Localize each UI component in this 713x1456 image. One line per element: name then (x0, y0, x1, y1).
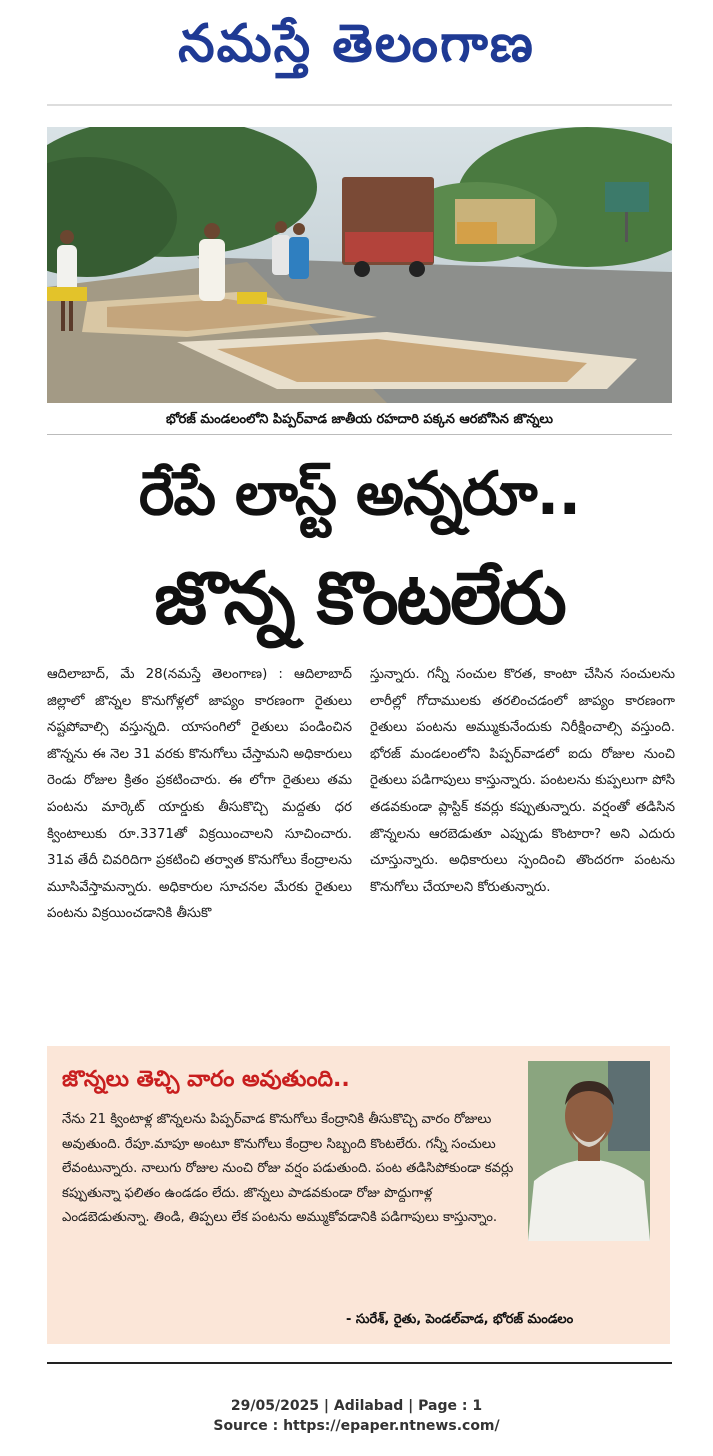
farmer-portrait (528, 1061, 650, 1241)
quote-text: నేను 21 క్వింటాళ్ల జొన్నలను పిప్పర్‌వాడ కొనుగోలు కేంద్రానికి తీసుకొచ్చి వారం రోజులు అవుతుంది. రేపూ.మాపూ అంటూ కొనుగోలు కేంద్రాల సిబ్బంది కొంటలేరు. గన్నీ సంచులు లేవంటున్నారు. నాలుగు రోజుల నుంచి రోజు వర్షం పడుతుంది. పంట తడిసిపోకుండా కవర్లు కప్పుతున్నా ఫలితం ఉండడం లేదు. జొన్నలు పాడవకుండా రోజు పొద్దుగాళ్ల ఎండబెడుతున్నా. తిండి, తిప్పలు లేక పంటను అమ్ముకోవడానికి పడిగాపులు కాస్తున్నాం. (62, 1112, 514, 1226)
article-left-text: ఆదిలాబాద్, మే 28(నమస్తే తెలంగాణ) : ఆదిలాబాద్ జిల్లాలో జొన్నల కొనుగోళ్లలో జాప్యం కారణంగా రైతులు నష్టపోవాల్సి వస్తున్నది. యాసంగిలో రైతులు పండించిన జొన్నను ఈ నెల 31 వరకు కొనుగోలు చేస్తామని అధికారులు రెండు రోజుల క్రితం ప్రకటించారు. ఈ లోగా రైతులు తమ పంటను మార్కెట్ యార్డుకు తీసుకొచ్చి మద్దతు ధర క్వింటాలుకు రూ.3371తో విక్రయించాలని సూచించారు. 31వ తేదీ చివరిదిగా ప్రకటించి తర్వాత కొనుగోలు కేంద్రాలను మూసివేస్తామన్నారు. అధికారుల సూచనల మేరకు రైతులు పంటను విక్రయించడానికి తీసుకొ (47, 667, 352, 922)
quote-box-text (62, 1108, 522, 1231)
masthead-rule (47, 104, 672, 106)
quote-signature: - సురేశ్, రైతు, పెండల్‌వాడ, భోరజ్ మండలం (346, 1312, 574, 1327)
headline-line-1: రేపే లాస్ట్ అన్నరూ.. (138, 459, 581, 529)
footer-date-edition: 29/05/2025 | Adilabad | Page : 1 (230, 1398, 483, 1414)
headline-line-2: జొన్న కొంటలేరు (154, 556, 565, 640)
bottom-rule (47, 1362, 672, 1364)
article-right-text: స్తున్నారు. గన్నీ సంచుల కొరత, కాంటా చేసిన సంచులను లారీల్లో గోదాములకు తరలించడంలో జాప్యం కారణంగా రైతులు పంటను అమ్ముకునేందుకు నిరీక్షించాల్సి వస్తుంది. భోరజ్ మండలంలోని పిప్పర్‌వాడలో ఐదు రోజుల నుంచి రైతులు పడిగాపులు కాస్తున్నారు. పంటలను కుప్పలుగా పోసి తడవకుండా ప్లాస్టిక్ కవర్లు కప్పుతున్నారు. వర్షంతో తడిసిన జొన్నలను ఆరబెడుతూ ఎప్పుడు కొంటారా? అని ఎదురు చూస్తున్నారు. అధికారులు స్పందించి తొందరగా పంటను కొనుగోలు చేయాలని కోరుతున్నారు. (370, 667, 675, 895)
article-left-column (47, 662, 352, 928)
news-photo (47, 127, 672, 403)
caption-rule (47, 434, 672, 435)
farmers-drying-grain-roadside-icon (47, 127, 672, 403)
photo-caption: భోరజ్ మండలంలోని పిప్పర్‌వాడ జాతీయ రహదారి పక్కన ఆరబోసిన జొన్నలు (165, 412, 554, 427)
quote-box-title: జొన్నలు తెచ్చి వారం అవుతుంది.. (62, 1067, 350, 1092)
article-right-column (370, 662, 675, 901)
footer-source: Source : https://epaper.ntnews.com/ (213, 1418, 500, 1434)
masthead: నమస్తే తెలంగాణ (178, 14, 535, 74)
farmer-portrait-icon (528, 1061, 650, 1241)
